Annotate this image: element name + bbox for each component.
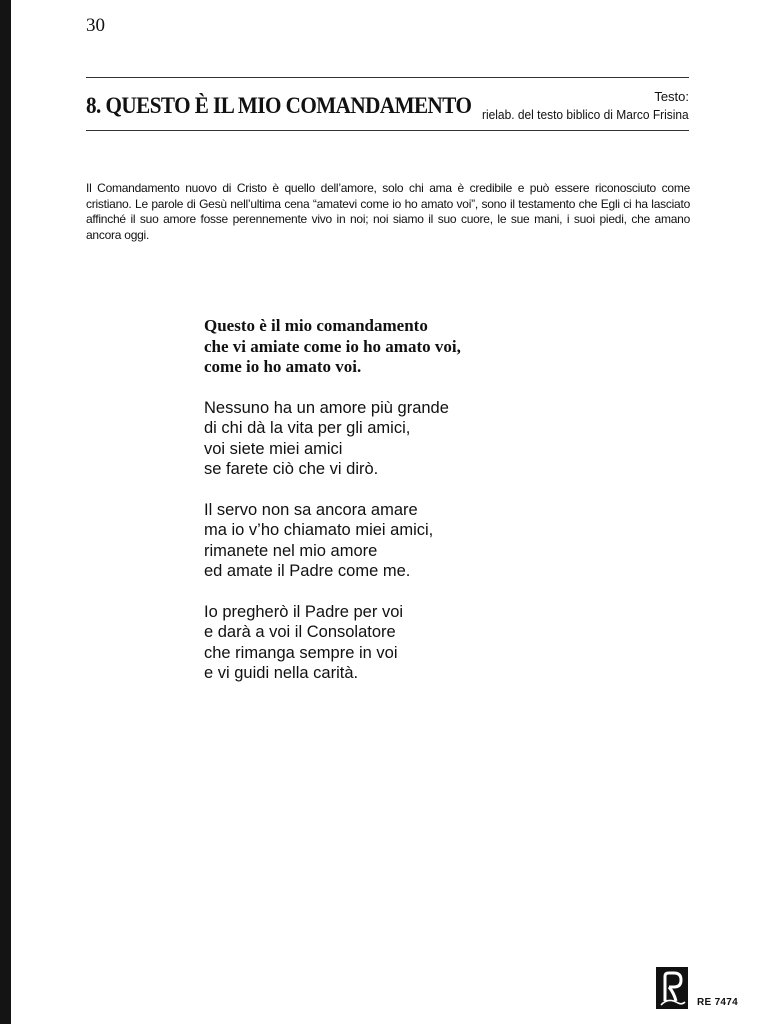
refrain-stanza <box>204 316 461 378</box>
stanza-1 <box>204 398 461 480</box>
lyric-line: e darà a voi il Consolatore <box>204 623 396 641</box>
song-title: 8. QUESTO È IL MIO COMANDAMENTO <box>86 93 472 118</box>
lyric-line: se farete ciò che vi dirò. <box>204 460 379 478</box>
catalog-code: RE 7474 <box>697 997 739 1008</box>
stanza-3 <box>204 602 461 684</box>
scan-edge-shadow <box>0 0 11 1024</box>
text-credit <box>464 88 689 124</box>
header-rule-bottom <box>86 130 689 131</box>
publisher-logo-icon <box>656 967 688 1009</box>
lyric-line: ed amate il Padre come me. <box>204 562 411 580</box>
lyrics <box>204 316 461 704</box>
lyric-line: di chi dà la vita per gli amici, <box>204 419 411 437</box>
lyric-line: come io ho amato voi. <box>204 357 362 376</box>
stanza-2 <box>204 500 461 582</box>
lyric-line: che vi amiate come io ho amato voi, <box>204 336 461 356</box>
lyric-line: ma io v’ho chiamato miei amici, <box>204 521 434 539</box>
lyric-line: rimanete nel mio amore <box>204 541 378 560</box>
lyric-line: voi siete miei amici <box>204 439 343 458</box>
lyric-line: e vi guidi nella carità. <box>204 664 359 682</box>
lyric-line: Questo è il mio comandamento <box>204 316 428 335</box>
lyric-line: Nessuno ha un amore più grande <box>204 398 449 417</box>
header-rule-top <box>86 77 689 78</box>
lyric-line: Io pregherò il Padre per voi <box>204 602 404 621</box>
page-number: 30 <box>86 15 105 36</box>
intro-paragraph: Il Comandamento nuovo di Cristo è quello dell’amore, solo chi ama è credibile e può essere riconosciuto come cristiano. Le parole di Gesù nell’ultima cena “amatevi come io ho amato voi”, sono il testamento che Egli ci ha lasciato affinché il suo amore fosse perennemente vivo in noi; noi siamo il suo cuore, le sue mani, i suoi piedi, che amano ancora oggi. <box>86 181 690 242</box>
lyric-line: che rimanga sempre in voi <box>204 643 398 662</box>
credit-label: Testo: <box>654 89 689 104</box>
lyric-line: Il servo non sa ancora amare <box>204 500 418 519</box>
credit-text: rielab. del testo biblico di Marco Frisina <box>482 107 689 122</box>
